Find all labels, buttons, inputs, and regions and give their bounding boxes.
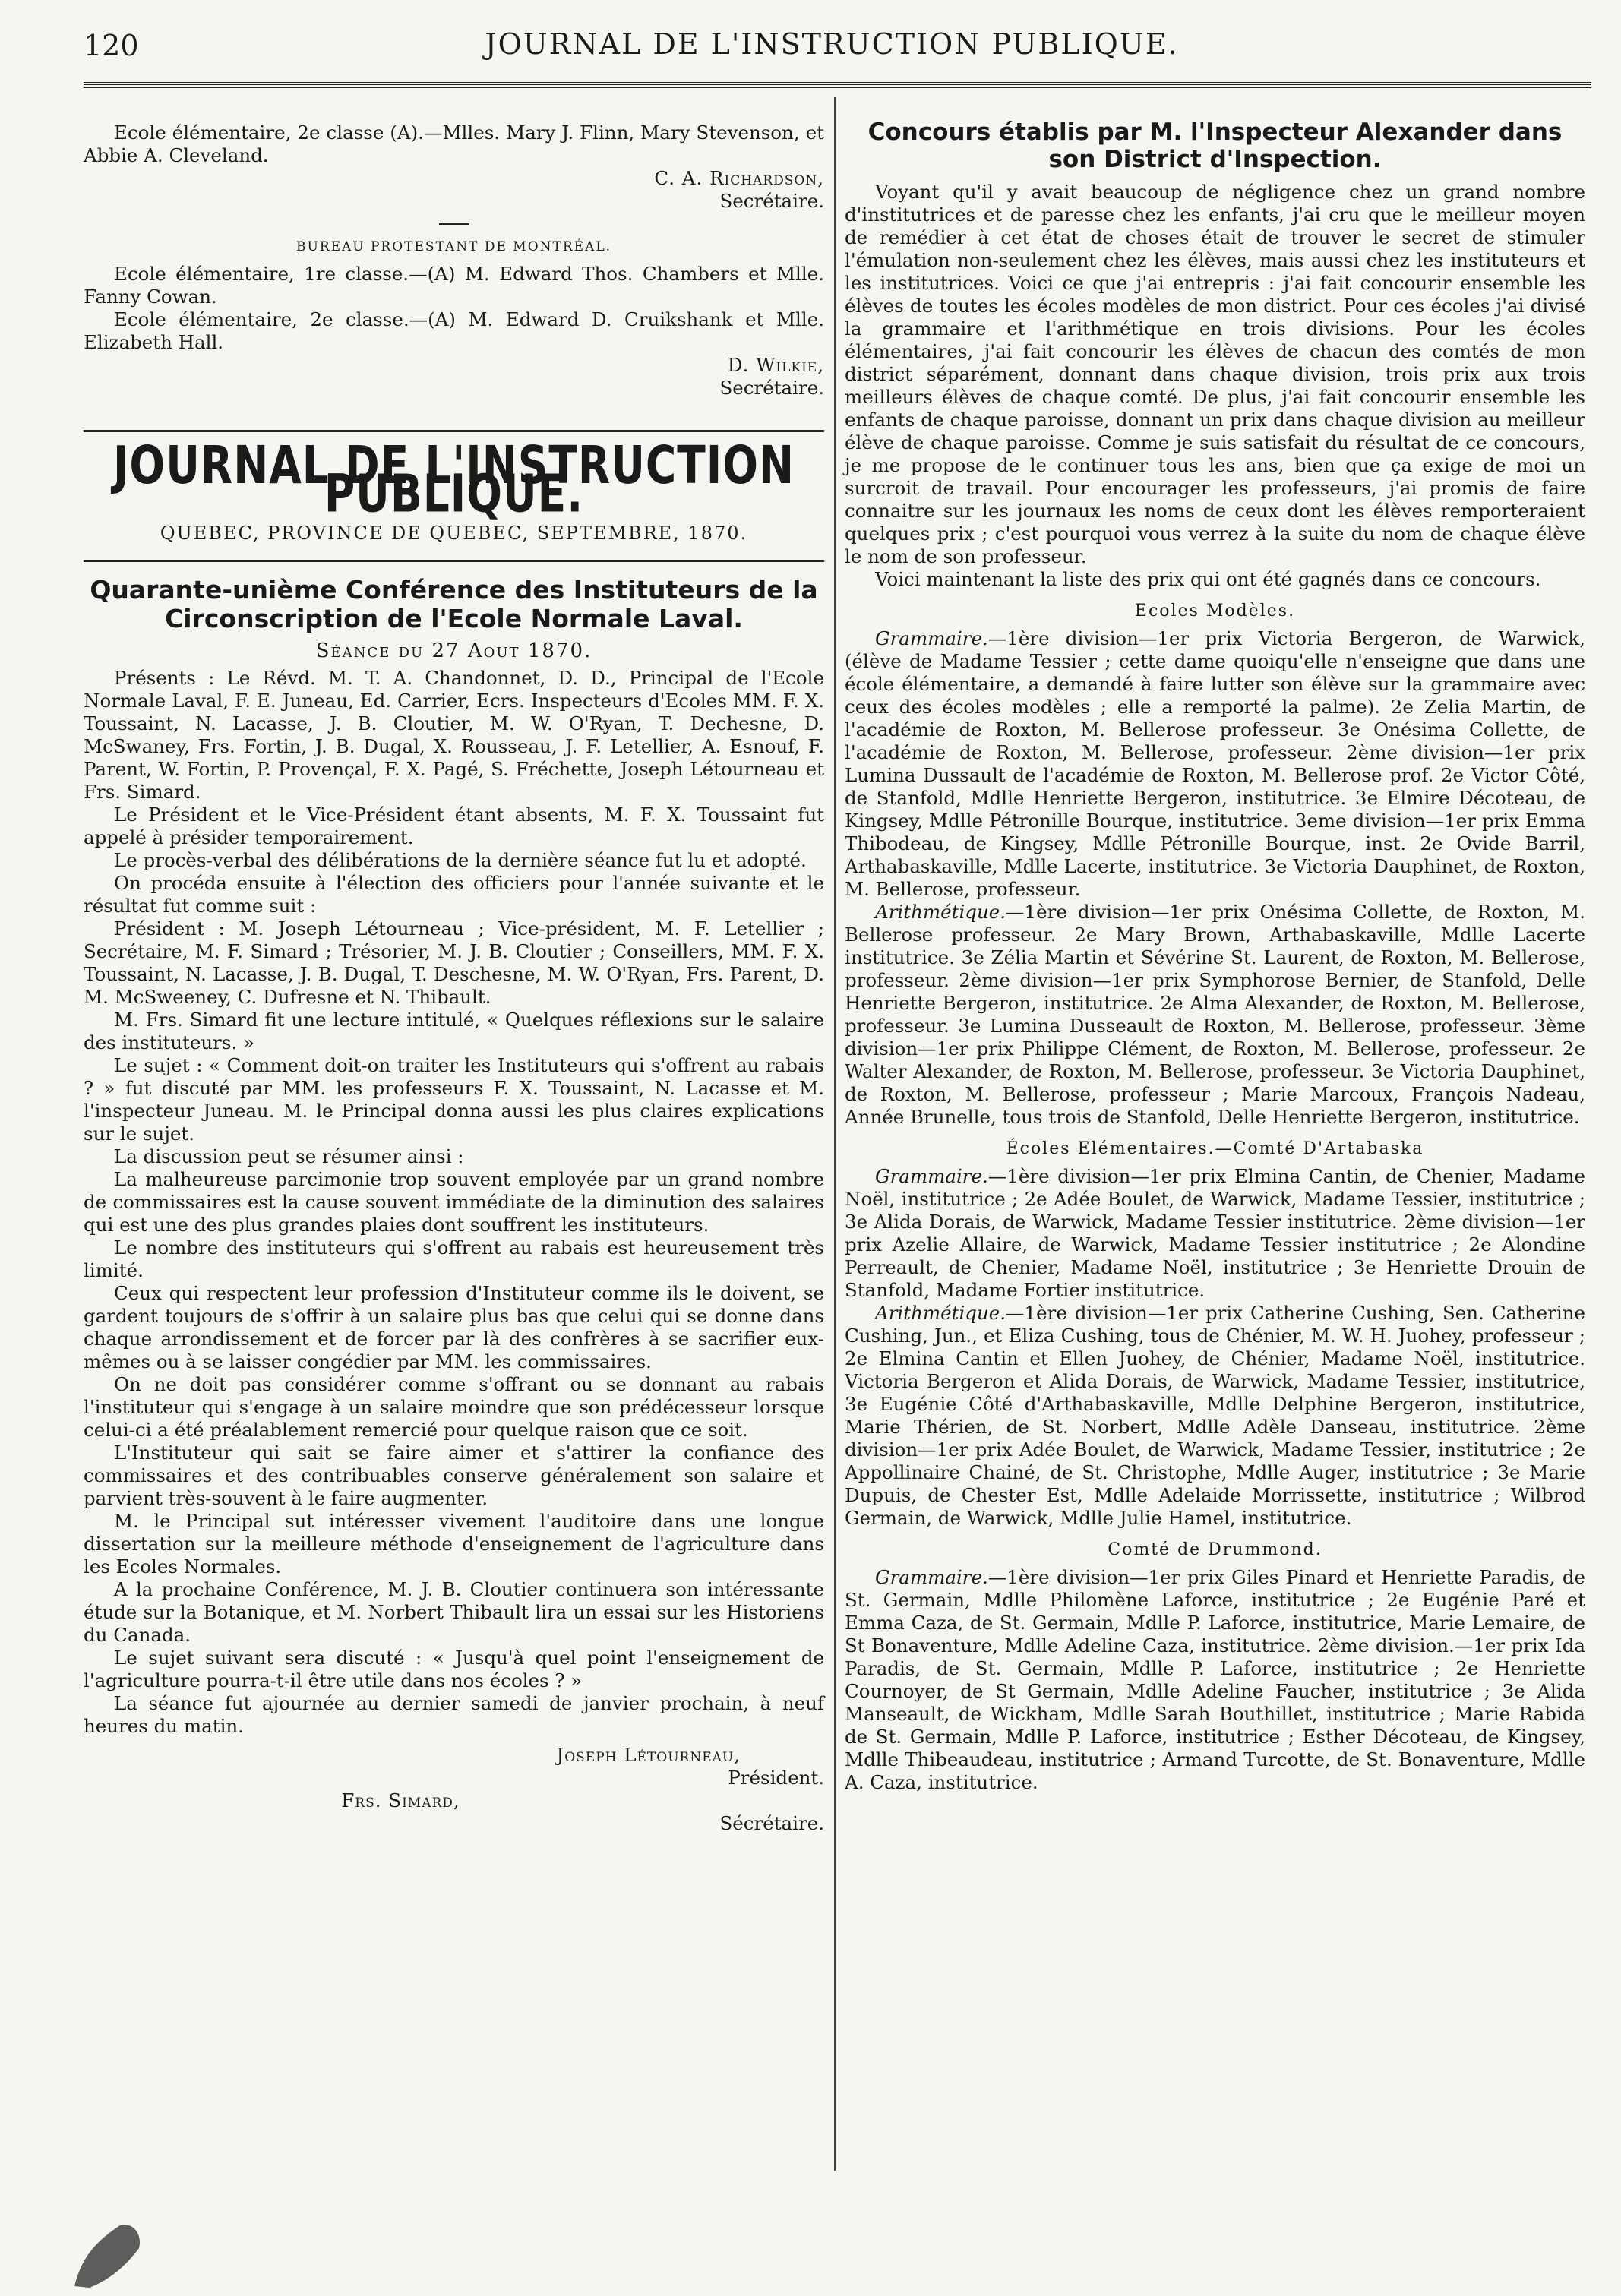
drummond-grammaire: Grammaire.—1ère division—1er prix Giles Pinard et Henriette Paradis, de St. Germain, Mdlle Philomène Laforce, institutrice ; 2e Eugénie Paré et Emma Caza, de St. Germain, Mdlle P. Laforce, institutrice, Marie Lemaire, de St Bonaventure, Mdlle Adeline Caza, institutrice. 2ème division.—1er prix Ida Paradis, de St. Germain, Mdlle P. Laforce, institutrice ; 2e Henriette Cournoyer, de St Germain, Mdlle Adeline Faucher, institutrice ; 3e Alida Manseault, de Wickham, Mdlle Sarah Bouthillet, institutrice ; Marie Rabida de St. Germain, Mdlle P. Laforce, institutrice ; Esther Décoteau, de Kingsey, Mdlle Thibeaudeau, institutrice ; Armand Turcotte, de St. Bonaventure, Mdlle A. Caza, institutrice. (845, 1566, 1585, 1793)
divider (439, 223, 469, 225)
masthead-rule-bottom (84, 560, 824, 562)
journal-masthead-title: JOURNAL DE L'INSTRUCTION PUBLIQUE. (112, 434, 795, 524)
conference-paragraph: A la prochaine Conférence, M. J. B. Cloutier continuera son intéressante étude sur la Botanique, et M. Norbert Thibault lira un essai sur les Historiens du Canada. (84, 1578, 824, 1646)
arthabaska-arithmetique: Arithmétique.—1ère division—1er prix Catherine Cushing, Sen. Catherine Cushing, Jun., et Eliza Cushing, tous de Chénier, M. W. H. Juohey, professeur ; 2e Elmina Cantin et Ellen Juohey, de Chénier, Madame Noël, institutrice. Victoria Bergeron et Alida Dorais, de Warwick, Madame Tessier, institutrice, 3e Eugénie Côté d'Arthabaskaville, Mdlle Delphine Bergeron, institutrice, Marie Thérien, de St. Norbert, Mdlle Adèle Danseau, institutrice. 2ème division—1er prix Adée Boulet, de Warwick, Madame Tessier, institutrice ; 2e Appollinaire Chainé, de St. Christophe, Mdlle Auger, institutrice ; 3e Marie Dupuis, de Chester Est, Mdlle Adelaide Morrissette, institutrice ; Wilbrod Germain, de Warwick, Mdlle Julie Hamel, institutrice. (845, 1302, 1585, 1529)
signature-role: Secrétaire. (719, 377, 824, 399)
seance-date: Séance du 27 Aout 1870. (315, 640, 592, 662)
running-title: JOURNAL DE L'INSTRUCTION PUBLIQUE. (485, 27, 1179, 61)
left-top-paragraph-3: Ecole élémentaire, 2e classe.—(A) M. Edward D. Cruikshank et Mlle. Elizabeth Hall. (84, 308, 824, 353)
conference-paragraph: M. le Principal sut intéresser vivement l'auditoire dans une longue dissertation sur la meilleure méthode d'enseignement de l'agriculture dans les Ecoles Normales. (84, 1510, 824, 1578)
signature-role: Secrétaire. (719, 190, 824, 212)
conference-paragraph: On procéda ensuite à l'élection des officiers pour l'année suivante et le résultat fut comme suit : (84, 872, 824, 917)
conference-paragraph: La séance fut ajournée au dernier samedi de janvier prochain, à neuf heures du matin. (84, 1692, 824, 1737)
bureau-heading: BUREAU PROTESTANT DE MONTRÉAL. (295, 239, 612, 254)
column-divider (834, 97, 836, 2171)
signature-wilkie: D. Wilkie, (727, 354, 824, 376)
conference-paragraph: Le sujet suivant sera discuté : « Jusqu'à quel point l'enseignement de l'agriculture pourra-t-il être utile dans nos écoles ? » (84, 1647, 824, 1691)
conference-paragraph: L'Instituteur qui sait se faire aimer et s'attirer la confiance des commissaires et des contribuables conserve généralement son salaire et parvient très-souvent à le faire augmenter. (84, 1442, 824, 1509)
conference-paragraph: Le sujet : « Comment doit-on traiter les Instituteurs qui s'offrent au rabais ? » fut discuté par MM. les professeurs F. X. Toussaint, N. Lacasse et M. l'inspecteur Juneau. M. le Principal donna aussi les plus claires explications sur le sujet. (84, 1054, 824, 1145)
ink-smudge (67, 2218, 150, 2290)
ecoles-modeles-arithmetique: Arithmétique.—1ère division—1er prix Onésima Collette, de Roxton, M. Bellerose professeur. 2e Mary Brown, Arthabaskaville, Mdlle Lacerte institutrice. 3e Zélia Martin et Sévérine St. Laurent, de Roxton, M. Bellerose, professeur. 2ème division—1er prix Symphorose Bernier, de Stanfold, Delle Henriette Bergeron, institutrice. 2e Alma Alexander, de Roxton, M. Bellerose, professeur. 3e Lumina Dusseault de Roxton, M. Bellerose, professeur. 3ème division—1er prix Philippe Clément, de Roxton, M. Bellerose, professeur. 2e Walter Alexander, de Roxton, M. Bellerose, professeur. 3e Victoria Dauphinet, de Roxton, M. Bellerose, professeur ; Marie Marcoux, François Nadeau, Année Brunelle, tous trois de Stanfold, Delle Henriette Bergeron, institutrice. (845, 901, 1585, 1128)
ecoles-modeles-grammaire: Grammaire.—1ère division—1er prix Victoria Bergeron, de Warwick, (élève de Madame Tessier ; cette dame quoiqu'elle n'enseigne que dans une école élémentaire, a demandé à faire lutter son élève sur la grammaire avec ceux des écoles modèles ; elle a remporté la palme). 2e Zelia Martin, de l'académie de Roxton, M. Bellerose professeur. 3e Onésima Collette, de l'académie de Roxton, M. Bellerose, professeur. 2ème division—1er prix Lumina Dussault de l'académie de Roxton, M. Bellerose prof. 2e Victor Côté, de Stanfold, Mdlle Henriette Bergeron, institutrice. 3e Elmire Décoteau, de Kingsey, Mdlle Pétronille Bourque, institutrice. 3eme division—1er prix Emma Thibodeau, de Kingsey, Mdlle Pétronille Bourque, inst. 2e Ovide Barril, Arthabaskaville, Mdlle Lacerte, institutrice. 3e Victoria Dauphinet, de Roxton, M. Bellerose, professeur. (845, 627, 1585, 900)
left-top-paragraph-1: Ecole élémentaire, 2e classe (A).—Mlles. Mary J. Flinn, Mary Stevenson, et Abbie A. Cleveland. (84, 122, 824, 166)
masthead-dateline: QUEBEC, PROVINCE DE QUEBEC, SEPTEMBRE, 1870. (160, 523, 748, 544)
concours-intro-paragraph: Voyant qu'il y avait beaucoup de négligence chez un grand nombre d'institutrices et de paresse chez les enfants, j'ai cru que le meilleur moyen de remédier à cet état de choses était de trouver le secret de stimuler l'émulation non-seulement chez les élèves, mais aussi chez les instituteurs et les institutrices. Voici ce que j'ai entrepris : j'ai fait concourir ensemble les élèves de toutes les écoles modèles de mon district. Pour ces écoles j'ai divisé la grammaire et l'arithmétique en trois divisions. Pour les écoles élémentaires, j'ai fait concourir les élèves de chacun des comtés de mon district séparément, donnant dans chaque division, trois prix aux trois meilleurs élèves de chaque comté. De plus, j'ai fait concourir ensemble les enfants de chaque paroisse, donnant un prix dans chaque division au meilleur élève de chaque paroisse. Comme je suis satisfait du résultat de ce concours, je me propose de le continuer tous les ans, bien que ça exige de moi un surcroit de travail. Pour encourager les professeurs, j'ai promis de faire connaitre sur les journaux les noms de ceux dont les élèves remporteraient quelques prix ; c'est pourquoi vous verrez à la suite du nom de chaque élève le nom de son professeur. (845, 181, 1585, 567)
conference-paragraph: Présents : Le Révd. M. T. A. Chandonnet, D. D., Principal de l'Ecole Normale Laval, F. E. Juneau, Ed. Carrier, Ecrs. Inspecteurs d'Ecoles MM. F. X. Toussaint, N. Lacasse, J. B. Cloutier, M. W. O'Ryan, T. Dechesne, D. McSwaney, Frs. Fortin, J. B. Dugal, X. Rousseau, J. F. Letellier, A. Esnouf, F. Parent, W. Fortin, P. Provençal, F. X. Pagé, S. Fréchette, Joseph Létourneau et Frs. Simard. (84, 667, 824, 803)
ecoles-modeles-heading: Ecoles Modèles. (1134, 602, 1296, 621)
conference-paragraph: Le procès-verbal des délibérations de la dernière séance fut lu et adopté. (114, 849, 807, 871)
right-column (845, 112, 1585, 1794)
page-number: 120 (84, 29, 139, 62)
conference-paragraph: La malheureuse parcimonie trop souvent employée par un grand nombre de commissaires est la cause souvent immédiate de la diminution des salaires qui est une des plus grandes plaies dont souffrent les instituteurs. (84, 1168, 824, 1236)
left-top-paragraph-2: Ecole élémentaire, 1re classe.—(A) M. Edward Thos. Chambers et Mlle. Fanny Cowan. (84, 263, 824, 308)
left-column (84, 122, 824, 1835)
masthead-rule-top (84, 430, 824, 432)
signature-richardson: C. A. Richardson, (654, 167, 824, 189)
conference-paragraph: On ne doit pas considérer comme s'offrant ou se donnant au rabais l'instituteur qui s'engage à un salaire moindre que son prédécesseur lorsque celui-ci a été préalablement remercié pour quelque raison que ce soit. (84, 1373, 824, 1441)
conference-paragraph: La discussion peut se résumer ainsi : (114, 1145, 464, 1167)
conference-paragraph: M. Frs. Simard fit une lecture intitulé, « Quelques réflexions sur le salaire des instituteurs. » (84, 1009, 824, 1053)
signature-letourneau: Joseph Létourneau, (556, 1744, 741, 1766)
header-rule (84, 82, 1591, 88)
signature-role: Président. (728, 1767, 824, 1789)
page-header (76, 23, 1588, 76)
concours-heading: Concours établis par M. l'Inspecteur Alexander dans son District d'Inspection. (867, 118, 1563, 173)
signature-simard: Frs. Simard, (341, 1789, 460, 1811)
signature-role: Sécrétaire. (719, 1812, 824, 1834)
arthabaska-heading: Écoles Elémentaires.—Comté D'Artabaska (1006, 1139, 1424, 1158)
conference-paragraph: Le Président et le Vice-Président étant absents, M. F. X. Toussaint fut appelé à présider temporairement. (84, 804, 824, 848)
conference-heading: Quarante-unième Conférence des Instituteurs de la Circonscription de l'Ecole Normale Laval. (90, 575, 818, 633)
conference-paragraph: Président : M. Joseph Létourneau ; Vice-président, M. F. Letellier ; Secrétaire, M. F. Simard ; Trésorier, M. J. B. Cloutier ; Conseillers, MM. F. X. Toussaint, N. Lacasse, J. B. Dugal, T. Deschesne, M. W. O'Ryan, Frs. Parent, D. M. McSweeney, C. Dufresne et N. Thibault. (84, 917, 824, 1008)
concours-intro-paragraph: Voici maintenant la liste des prix qui ont été gagnés dans ce concours. (875, 568, 1541, 590)
conference-paragraph: Le nombre des instituteurs qui s'offrent au rabais est heureusement très limité. (84, 1236, 824, 1281)
conference-paragraph: Ceux qui respectent leur profession d'Instituteur comme ils le doivent, se gardent toujours de s'offrir à un salaire plus bas que celui qui se donne dans chaque arrondissement et de forcer par là des confrères à se sacrifier eux-mêmes ou à se laisser congédier par MM. les commissaires. (84, 1282, 824, 1372)
arthabaska-grammaire: Grammaire.—1ère division—1er prix Elmina Cantin, de Chenier, Madame Noël, institutrice ; 2e Adée Boulet, de Warwick, Madame Tessier, institutrice ; 3e Alida Dorais, de Warwick, Madame Tessier institutrice. 2ème division—1er prix Azelie Allaire, de Warwick, Madame Tessier institutrice ; 2e Alondine Perreault, de Chenier, Madame Noël, institutrice ; 3e Henriette Drouin de Stanfold, Madame Fortier institutrice. (845, 1165, 1585, 1301)
drummond-heading: Comté de Drummond. (1108, 1540, 1322, 1559)
